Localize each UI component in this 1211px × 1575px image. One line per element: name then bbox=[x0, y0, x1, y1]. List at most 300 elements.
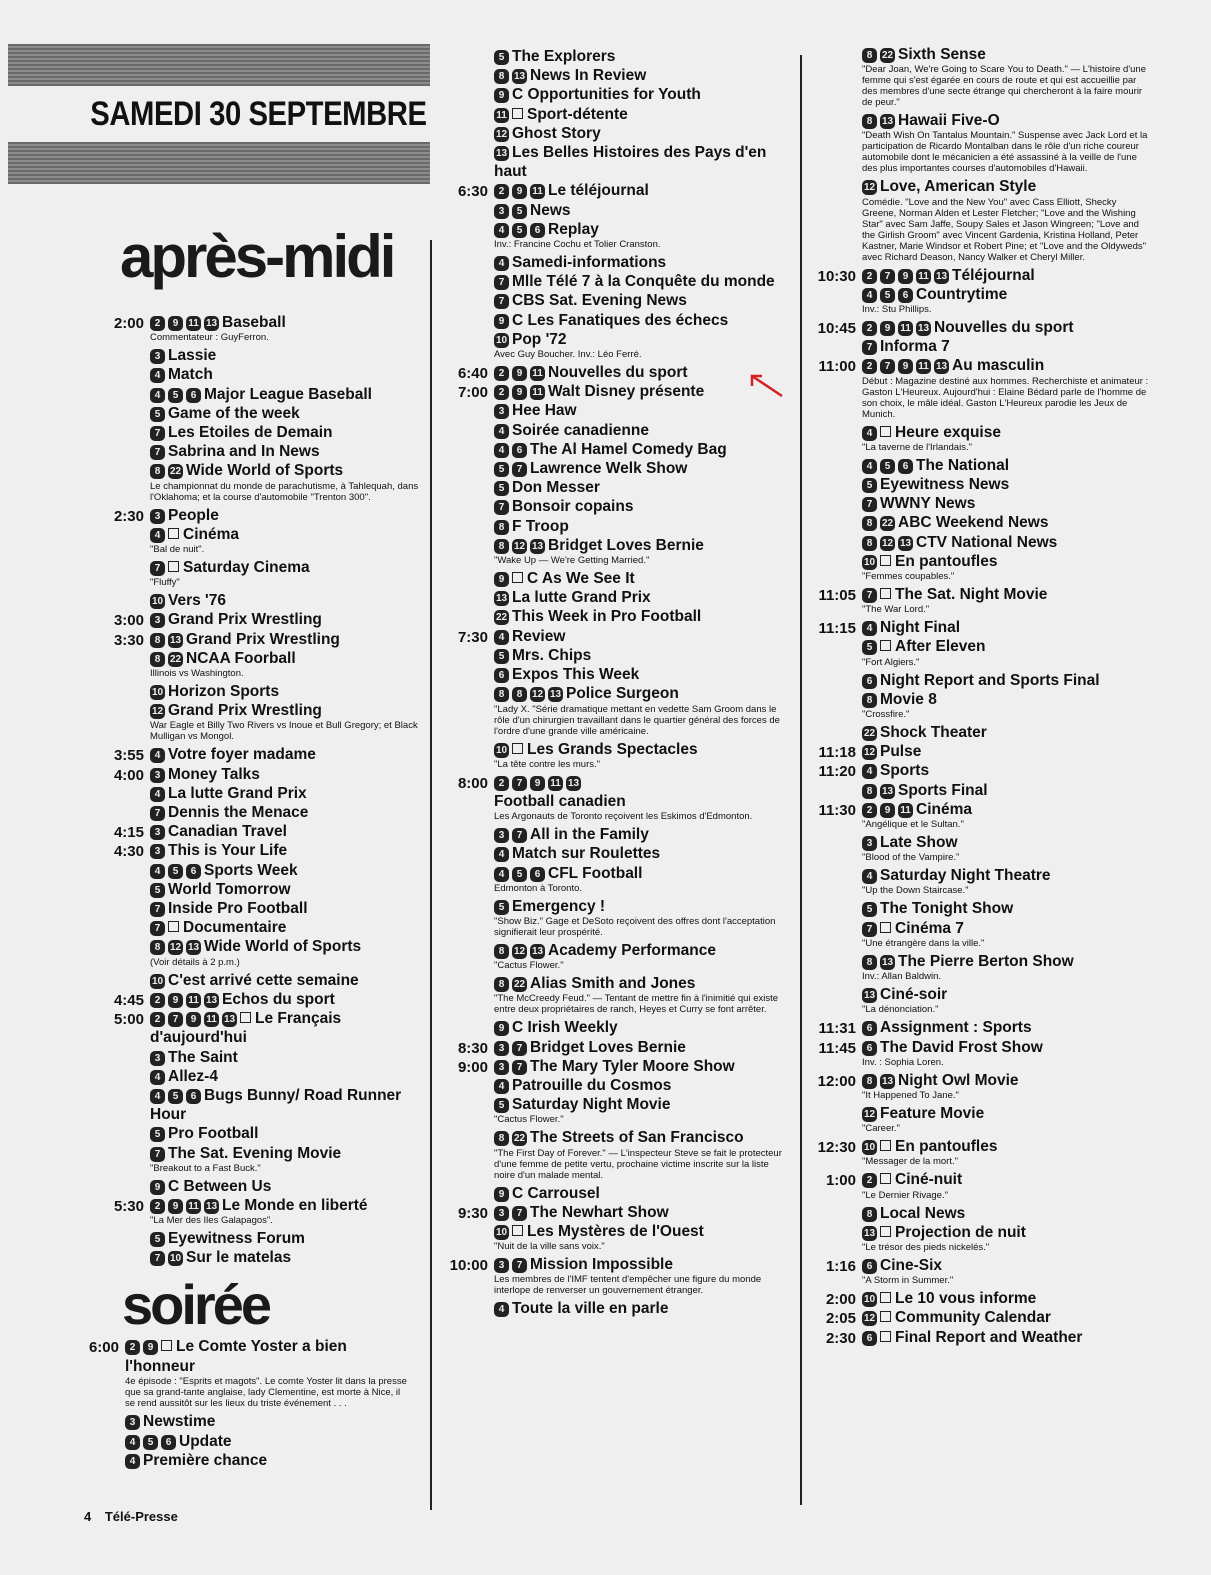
program-time: 2:00 bbox=[825, 1291, 856, 1309]
program-title: News bbox=[530, 201, 571, 219]
publication-name: Télé-Presse bbox=[104, 1509, 178, 1524]
program-time: 2:30 bbox=[113, 507, 144, 525]
program-title: The National bbox=[916, 456, 1010, 474]
program-entry bbox=[88, 1337, 410, 1409]
program-description: "Career." bbox=[862, 1123, 900, 1135]
channel-badge: 7 bbox=[150, 445, 165, 460]
program-title-line bbox=[862, 1204, 1152, 1223]
program-time: 11:20 bbox=[818, 763, 856, 781]
channel-badge: 22 bbox=[513, 979, 526, 991]
red-arrow-annotation bbox=[748, 370, 784, 400]
program-time: 6:30 bbox=[457, 183, 488, 201]
program-entry bbox=[494, 1299, 784, 1318]
program-title-line bbox=[862, 919, 1152, 938]
section-heading-evening: soirée bbox=[122, 1273, 269, 1336]
program-title-line bbox=[150, 1048, 420, 1067]
program-entry bbox=[150, 682, 420, 701]
program-title-line bbox=[862, 866, 1152, 885]
channel-badge: 3 bbox=[150, 613, 165, 628]
program-description: "Blood of the Vampire." bbox=[862, 852, 960, 864]
program-entry bbox=[494, 311, 784, 330]
channel-badge: 6 bbox=[530, 223, 545, 238]
program-time: 4:00 bbox=[113, 766, 144, 784]
channel-badge: 11 bbox=[204, 1012, 219, 1027]
program-time: 10:45 bbox=[817, 320, 856, 338]
program-title-line bbox=[494, 363, 784, 382]
program-description: "La taverne de l'Irlandais." bbox=[862, 441, 972, 453]
program-entry bbox=[862, 866, 1152, 896]
program-title: Patrouille du Cosmos bbox=[512, 1076, 672, 1094]
program-title: Night Final bbox=[880, 619, 961, 637]
program-title-line bbox=[150, 1144, 420, 1163]
program-title: Informa 7 bbox=[880, 338, 950, 356]
program-title: People bbox=[168, 506, 219, 524]
program-entry bbox=[494, 220, 784, 250]
channel-badge: 3 bbox=[494, 1206, 509, 1221]
channel-badge: 12 bbox=[513, 540, 526, 552]
program-entry bbox=[817, 1071, 1152, 1101]
program-title: Téléjournal bbox=[952, 266, 1035, 284]
program-title-line bbox=[150, 861, 420, 880]
channel-badge: 2 bbox=[862, 803, 877, 818]
program-title: CTV National News bbox=[916, 533, 1058, 551]
program-time: 11:15 bbox=[818, 620, 856, 638]
program-title-line bbox=[494, 1255, 784, 1274]
program-title: Night Report and Sports Final bbox=[880, 671, 1100, 689]
channel-badge: 4 bbox=[494, 443, 509, 458]
program-description: Inv.: Stu Phillips. bbox=[862, 304, 932, 316]
program-entry bbox=[818, 800, 1152, 831]
program-title: Bridget Loves Bernie bbox=[530, 1038, 686, 1056]
program-entry bbox=[150, 442, 420, 461]
program-title-line bbox=[494, 1128, 784, 1147]
channel-badge: 8 bbox=[862, 536, 877, 551]
program-title: Newstime bbox=[143, 1413, 216, 1430]
program-title: The Newhart Show bbox=[530, 1203, 669, 1221]
program-entry bbox=[494, 844, 784, 863]
program-description: Début : Magazine destiné aux hommes. Recherchiste et animateur : Gaston L'Heureux. Aujourd'hui : Elaine Bédard parle de l'homme de son choix, le mâle idéal. Gaston L'Heureux parodie les Jeux de Munich. bbox=[862, 375, 1149, 420]
program-description: Inv.: Allan Baldwin. bbox=[862, 971, 942, 983]
program-entry bbox=[113, 610, 420, 630]
channel-badge: 5 bbox=[862, 902, 877, 917]
section-heading-afternoon: après-midi bbox=[120, 223, 394, 290]
program-title: Academy Performance bbox=[548, 941, 716, 959]
channel-badge: 3 bbox=[150, 509, 165, 524]
channel-badge: 2 bbox=[150, 316, 165, 331]
program-title: CBS Sat. Evening News bbox=[512, 292, 687, 310]
program-title-line bbox=[150, 822, 420, 841]
program-entry bbox=[150, 899, 420, 918]
program-entry bbox=[825, 1308, 1152, 1328]
program-title-line bbox=[494, 792, 784, 811]
channel-badge: 3 bbox=[150, 1051, 165, 1066]
program-description: "Messager de la mort." bbox=[862, 1156, 958, 1168]
channel-badge: 7 bbox=[150, 806, 165, 821]
column-divider-2 bbox=[800, 55, 802, 1505]
program-entry bbox=[150, 880, 420, 899]
channel-badge: 4 bbox=[150, 368, 165, 383]
channel-badge: 11 bbox=[494, 108, 509, 123]
program-title-line bbox=[494, 253, 784, 272]
program-entry bbox=[862, 111, 1152, 174]
channel-badge: 5 bbox=[862, 478, 877, 493]
channel-badge: 8 bbox=[494, 687, 509, 702]
program-title: Nouvelles du sport bbox=[934, 319, 1074, 337]
program-title-line bbox=[150, 385, 420, 404]
program-entry bbox=[862, 423, 1152, 453]
channel-badge: 6 bbox=[862, 1021, 877, 1036]
program-title-line bbox=[494, 665, 784, 684]
channel-badge: 12 bbox=[863, 182, 876, 194]
program-title: Sabrina and In News bbox=[168, 443, 320, 461]
program-title-line bbox=[150, 365, 420, 384]
program-entry bbox=[494, 291, 784, 310]
column-afternoon bbox=[113, 313, 420, 1268]
channel-badge: 4 bbox=[150, 864, 165, 879]
program-description: (Voir détails à 2 p.m.) bbox=[150, 956, 240, 968]
channel-badge: 4 bbox=[125, 1454, 140, 1469]
program-entry bbox=[494, 1184, 784, 1203]
program-title: F Troop bbox=[512, 517, 569, 535]
program-title: Au masculin bbox=[952, 357, 1045, 375]
channel-badge: 5 bbox=[512, 204, 527, 219]
channel-badge: 7 bbox=[512, 1206, 527, 1221]
color-box-icon bbox=[880, 640, 891, 651]
program-entry bbox=[494, 66, 784, 85]
program-title-line bbox=[150, 525, 420, 544]
program-title-line bbox=[862, 833, 1152, 852]
program-entry bbox=[817, 318, 1152, 338]
channel-badge: 11 bbox=[898, 321, 913, 336]
program-title: Le Comte Yoster a bien l'honneur bbox=[125, 1338, 347, 1375]
program-title: Heure exquise bbox=[895, 423, 1001, 441]
program-title: Le 10 vous informe bbox=[895, 1290, 1037, 1308]
channel-badge: 3 bbox=[150, 768, 165, 783]
channel-badge: 4 bbox=[125, 1435, 140, 1450]
channel-badge: 8 bbox=[150, 940, 165, 955]
channel-badge: 4 bbox=[494, 424, 509, 439]
program-entry bbox=[494, 143, 784, 181]
channel-badge: 13 bbox=[881, 116, 894, 128]
program-title-line bbox=[862, 494, 1152, 513]
program-title-line bbox=[494, 311, 784, 330]
program-title: The Saint bbox=[168, 1048, 238, 1066]
channel-badge: 7 bbox=[862, 340, 877, 355]
program-title-line bbox=[862, 1071, 1152, 1090]
channel-badge: 13 bbox=[567, 777, 580, 789]
program-entry bbox=[125, 1412, 410, 1432]
channel-badge: 11 bbox=[916, 269, 931, 284]
channel-badge: 13 bbox=[223, 1014, 236, 1026]
channel-badge: 3 bbox=[494, 204, 509, 219]
program-title: WWNY News bbox=[880, 495, 976, 513]
program-title: Money Talks bbox=[168, 765, 260, 783]
channel-badge: 4 bbox=[862, 764, 877, 779]
channel-badge: 9 bbox=[494, 314, 509, 329]
color-box-icon bbox=[512, 743, 523, 754]
program-time: 3:55 bbox=[113, 747, 144, 765]
channel-badge: 6 bbox=[862, 674, 877, 689]
color-box-icon bbox=[880, 426, 891, 437]
program-entry bbox=[150, 525, 420, 555]
program-entry bbox=[150, 1086, 420, 1124]
program-title: World Tomorrow bbox=[168, 880, 291, 898]
channel-badge: 7 bbox=[862, 497, 877, 512]
program-entry bbox=[457, 382, 784, 402]
program-title-line bbox=[862, 552, 1152, 571]
channel-badge: 9 bbox=[512, 184, 527, 199]
program-time: 2:05 bbox=[825, 1310, 856, 1328]
program-title: Canadian Travel bbox=[168, 823, 287, 841]
channel-badge: 2 bbox=[494, 184, 509, 199]
program-title-line bbox=[494, 740, 784, 759]
program-entry bbox=[494, 897, 784, 938]
program-entry bbox=[150, 649, 420, 679]
program-description: "Cactus Flower." bbox=[494, 1114, 564, 1126]
program-title: Replay bbox=[548, 220, 599, 238]
program-entry bbox=[862, 513, 1152, 532]
channel-badge: 12 bbox=[863, 747, 876, 759]
page-footer bbox=[84, 1509, 178, 1524]
program-description: "Breakout to a Fast Buck." bbox=[150, 1162, 261, 1174]
program-entry bbox=[150, 1177, 420, 1196]
program-description: Les membres de l'IMF tentent d'empêcher une figure du monde interlope de renverser un gouvernement étranger. bbox=[494, 1274, 762, 1297]
program-title: Movie 8 bbox=[880, 690, 937, 708]
channel-badge: 13 bbox=[513, 71, 526, 83]
channel-badge: 7 bbox=[512, 776, 527, 791]
program-title: The Mary Tyler Moore Show bbox=[530, 1057, 735, 1075]
channel-badge: 3 bbox=[150, 825, 165, 840]
channel-badge: 13 bbox=[935, 361, 948, 373]
program-entry bbox=[825, 1289, 1152, 1309]
program-entry bbox=[125, 1432, 410, 1452]
channel-badge: 11 bbox=[548, 776, 563, 791]
channel-badge: 3 bbox=[494, 1041, 509, 1056]
channel-badge: 2 bbox=[494, 366, 509, 381]
date-banner bbox=[8, 44, 430, 184]
program-entry bbox=[818, 761, 1152, 781]
channel-badge: 9 bbox=[512, 366, 527, 381]
program-title-line bbox=[862, 1038, 1152, 1057]
channel-badge: 7 bbox=[150, 902, 165, 917]
program-entry bbox=[862, 1104, 1152, 1134]
channel-badge: 7 bbox=[880, 269, 895, 284]
channel-badge: 13 bbox=[863, 990, 876, 1002]
program-title: Les Belles Histoires des Pays d'en haut bbox=[494, 144, 767, 181]
program-title: Grand Prix Wrestling bbox=[168, 611, 322, 629]
channel-badge: 5 bbox=[494, 900, 509, 915]
channel-badge: 12 bbox=[495, 128, 508, 140]
channel-badge: 13 bbox=[169, 634, 182, 646]
channel-badge: 6 bbox=[898, 288, 913, 303]
program-title: C Between Us bbox=[168, 1177, 272, 1195]
channel-badge: 7 bbox=[150, 561, 165, 576]
program-description: "Lady X. "Série dramatique mettant en vedette Sam Groom dans le rôle d'un chirurgien travaillant dans le quartier général des forces de l'ordre d'une grande ville américaine. bbox=[494, 703, 780, 737]
program-title: Wide World of Sports bbox=[204, 938, 362, 956]
channel-badge: 10 bbox=[495, 744, 508, 756]
program-title: Night Owl Movie bbox=[898, 1071, 1019, 1089]
program-description: "Une étrangère dans la ville." bbox=[862, 937, 985, 949]
program-entry bbox=[150, 1067, 420, 1086]
channel-badge: 4 bbox=[494, 1302, 509, 1317]
program-entry bbox=[862, 475, 1152, 494]
program-title-line bbox=[494, 272, 784, 291]
program-title-line bbox=[494, 1203, 784, 1222]
program-entry bbox=[862, 1204, 1152, 1223]
channel-badge: 4 bbox=[150, 748, 165, 763]
channel-badge: 7 bbox=[494, 294, 509, 309]
program-entry bbox=[150, 1144, 420, 1174]
program-title-line bbox=[150, 682, 420, 701]
program-title: Sports Week bbox=[204, 861, 298, 879]
program-title-line bbox=[150, 346, 420, 365]
channel-badge: 6 bbox=[186, 864, 201, 879]
column-evening-start bbox=[88, 1337, 410, 1471]
channel-badge: 8 bbox=[862, 784, 877, 799]
program-time: 7:00 bbox=[457, 384, 488, 402]
program-title: Grand Prix Wrestling bbox=[186, 630, 340, 648]
channel-badge: 22 bbox=[881, 518, 894, 530]
channel-badge: 8 bbox=[862, 114, 877, 129]
program-entry bbox=[862, 985, 1152, 1015]
channel-badge: 5 bbox=[150, 1232, 165, 1247]
program-title: Game of the week bbox=[168, 404, 300, 422]
channel-badge: 10 bbox=[495, 334, 508, 346]
program-title-line bbox=[494, 844, 784, 863]
program-title-line bbox=[150, 1248, 420, 1267]
program-entry bbox=[862, 533, 1152, 552]
program-title-line bbox=[150, 1124, 420, 1143]
program-description: "Angélique et le Sultan." bbox=[862, 819, 964, 831]
program-description: "Death Wish On Tantalus Mountain." Suspense avec Jack Lord et la participation de Ricardo Montalban dans le rôle d'un riche coureur automobile dont le mécanicien a été assassiné à la veille de l'une des plus importantes courses d'automobiles d'Hawaii. bbox=[862, 130, 1148, 175]
channel-badge: 13 bbox=[205, 994, 218, 1006]
program-title: Hee Haw bbox=[512, 402, 577, 420]
channel-badge: 3 bbox=[150, 349, 165, 364]
program-title-line bbox=[125, 1432, 410, 1452]
channel-badge: 9 bbox=[898, 269, 913, 284]
program-title-line bbox=[150, 1086, 420, 1124]
program-entry bbox=[150, 803, 420, 822]
program-title: Local News bbox=[880, 1204, 966, 1222]
channel-badge: 10 bbox=[151, 975, 164, 987]
channel-badge: 5 bbox=[494, 462, 509, 477]
program-title-line bbox=[150, 404, 420, 423]
program-title: After Eleven bbox=[895, 638, 986, 656]
program-title-line bbox=[862, 1328, 1152, 1347]
channel-badge: 7 bbox=[150, 921, 165, 936]
channel-badge: 8 bbox=[494, 977, 509, 992]
program-entry bbox=[494, 684, 784, 736]
program-title-line bbox=[150, 701, 420, 720]
channel-badge: 10 bbox=[169, 1253, 182, 1265]
channel-badge: 9 bbox=[168, 993, 183, 1008]
page-number: 4 bbox=[84, 1509, 92, 1524]
program-title-line bbox=[494, 105, 784, 124]
program-title: Inside Pro Football bbox=[168, 900, 308, 918]
program-title-line bbox=[862, 899, 1152, 918]
channel-badge: 13 bbox=[187, 942, 200, 954]
channel-badge: 8 bbox=[862, 48, 877, 63]
channel-badge: 2 bbox=[125, 1340, 140, 1355]
program-title-line bbox=[125, 1451, 410, 1471]
channel-badge: 7 bbox=[512, 1041, 527, 1056]
channel-badge: 22 bbox=[169, 466, 182, 478]
program-description: "La tête contre les murs." bbox=[494, 758, 601, 770]
program-entry bbox=[494, 941, 784, 971]
program-entry bbox=[494, 85, 784, 104]
program-entry bbox=[494, 864, 784, 894]
program-title-line bbox=[494, 974, 784, 993]
program-title: Football canadien bbox=[494, 792, 626, 810]
program-title-line bbox=[150, 841, 420, 860]
program-description: Edmonton à Toronto. bbox=[494, 882, 583, 894]
channel-badge: 22 bbox=[169, 653, 182, 665]
program-entry bbox=[494, 253, 784, 272]
program-description: "A Storm in Summer." bbox=[862, 1275, 954, 1287]
channel-badge: 7 bbox=[512, 1060, 527, 1075]
channel-badge: 12 bbox=[863, 1313, 876, 1325]
channel-badge: 7 bbox=[862, 922, 877, 937]
program-title: La lutte Grand Prix bbox=[168, 784, 307, 802]
channel-badge: 2 bbox=[862, 359, 877, 374]
program-description: "Show Biz." Gage et DeSoto reçoivent des offres dont l'acceptation signifierait leur prospérité. bbox=[494, 915, 776, 938]
program-entry bbox=[862, 723, 1152, 742]
program-title-line bbox=[494, 864, 784, 883]
program-title-line bbox=[494, 773, 784, 792]
channel-badge: 6 bbox=[186, 1089, 201, 1104]
program-entry bbox=[817, 266, 1152, 285]
program-title: Walt Disney présente bbox=[548, 383, 705, 401]
program-title-line bbox=[494, 382, 784, 401]
program-time: 10:30 bbox=[817, 267, 856, 285]
program-entry bbox=[494, 665, 784, 684]
program-title-line bbox=[862, 45, 1152, 64]
channel-badge: 8 bbox=[862, 516, 877, 531]
channel-badge: 7 bbox=[494, 275, 509, 290]
program-entry bbox=[150, 1124, 420, 1143]
program-entry bbox=[457, 773, 784, 792]
program-title-line bbox=[494, 401, 784, 420]
program-time: 4:45 bbox=[113, 991, 144, 1009]
program-time: 11:30 bbox=[818, 801, 856, 819]
channel-badge: 5 bbox=[494, 50, 509, 65]
program-title: Ghost Story bbox=[512, 124, 601, 142]
program-title: C Carrousel bbox=[512, 1184, 600, 1202]
program-entry bbox=[150, 423, 420, 442]
channel-badge: 13 bbox=[917, 323, 930, 335]
channel-badge: 7 bbox=[512, 462, 527, 477]
channel-badge: 13 bbox=[495, 593, 508, 605]
channel-badge: 7 bbox=[512, 828, 527, 843]
program-title: Cinéma bbox=[916, 800, 972, 818]
channel-badge: 13 bbox=[531, 945, 544, 957]
program-title: CFL Football bbox=[548, 864, 643, 882]
program-entry bbox=[494, 974, 784, 1015]
program-entry bbox=[494, 536, 784, 566]
program-title: Ciné-nuit bbox=[895, 1171, 963, 1189]
channel-badge: 2 bbox=[150, 993, 165, 1008]
program-title: Alias Smith and Jones bbox=[530, 975, 696, 993]
program-entry bbox=[125, 1451, 410, 1471]
date-title: SAMEDI 30 SEPTEMBRE bbox=[90, 95, 427, 133]
program-title-line bbox=[862, 475, 1152, 494]
program-title-line bbox=[862, 1104, 1152, 1123]
program-title: Soirée canadienne bbox=[512, 421, 649, 439]
program-title-line bbox=[862, 285, 1152, 304]
program-entry bbox=[494, 47, 784, 66]
channel-badge: 4 bbox=[494, 223, 509, 238]
channel-badge: 4 bbox=[150, 1089, 165, 1104]
